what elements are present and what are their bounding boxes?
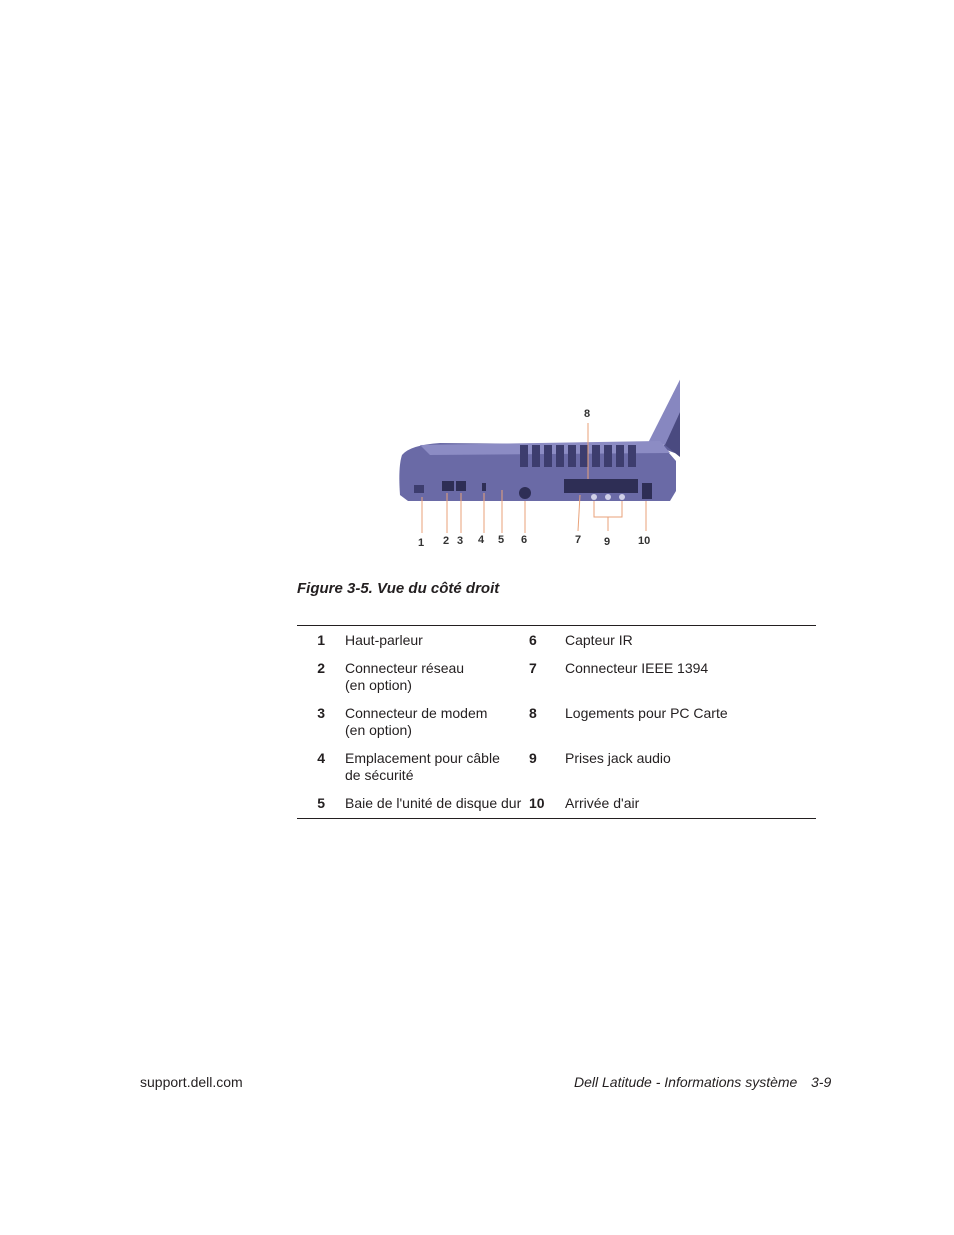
callout-9: 9 (604, 536, 611, 548)
callout-2: 2 (443, 535, 450, 547)
legend-row (297, 795, 816, 812)
callout-8: 8 (584, 408, 591, 420)
legend-number: 5 (317, 795, 325, 811)
page-number: 3-9 (811, 1074, 832, 1090)
figure-caption: Figure 3-5. Vue du côté droit (297, 580, 500, 597)
legend-label (565, 660, 816, 694)
callout-4: 4 (478, 534, 485, 546)
audio-jack-2 (605, 494, 611, 500)
legend-label (345, 705, 529, 739)
legend-label (345, 660, 529, 694)
legend-label (565, 750, 816, 784)
legend-row (297, 660, 816, 694)
laptop-screen (648, 225, 680, 445)
legend-number: 10 (529, 795, 545, 811)
legend-label-line: Connecteur IEEE 1394 (565, 660, 709, 676)
ir-sensor (519, 487, 531, 499)
legend-label (345, 632, 529, 649)
laptop-right-side-figure (380, 205, 680, 555)
legend-label-line: Capteur IR (565, 632, 633, 648)
legend-label-line: Emplacement pour câble (345, 750, 500, 766)
callout-7: 7 (575, 534, 582, 546)
legend-row (297, 705, 816, 739)
legend-table (297, 625, 816, 819)
pc-card-slots (564, 479, 638, 493)
footer-website: support.dell.com (140, 1074, 243, 1090)
legend-row (297, 750, 816, 784)
air-intake (642, 483, 652, 499)
network-port (442, 481, 454, 491)
modem-port (456, 481, 466, 491)
audio-jack-3 (619, 494, 625, 500)
callout-6: 6 (521, 534, 528, 546)
legend-label (565, 705, 816, 739)
laptop-illustration (380, 205, 680, 555)
callout-5: 5 (498, 534, 505, 546)
legend-label-line: (en option) (345, 722, 412, 738)
legend-label-line: Logements pour PC Carte (565, 705, 728, 721)
legend-label (565, 632, 816, 649)
callout-10: 10 (638, 535, 651, 547)
legend-label-line: Arrivée d'air (565, 795, 640, 811)
audio-jack-1 (591, 494, 597, 500)
footer-title: Dell Latitude - Informations système (574, 1074, 798, 1090)
legend-number: 6 (529, 632, 537, 648)
legend-label-line: de sécurité (345, 767, 414, 783)
security-slot (482, 483, 486, 491)
legend-label-line: (en option) (345, 677, 412, 693)
speaker-grille (414, 485, 424, 493)
legend-number: 3 (317, 705, 325, 721)
legend-label (565, 795, 816, 812)
callout-1: 1 (418, 537, 425, 549)
legend-label-line: Connecteur de modem (345, 705, 488, 721)
legend-row (297, 632, 816, 649)
callout-3: 3 (457, 535, 464, 547)
legend-label-line: Baie de l'unité de disque dur (345, 795, 522, 811)
legend-label (345, 795, 529, 812)
legend-label-line: Haut-parleur (345, 632, 423, 648)
legend-number: 4 (317, 750, 325, 766)
legend-label-line: Prises jack audio (565, 750, 671, 766)
legend-number: 1 (317, 632, 325, 648)
legend-number: 7 (529, 660, 537, 676)
legend-number: 9 (529, 750, 537, 766)
legend-label-line: Connecteur réseau (345, 660, 465, 676)
legend-number: 2 (317, 660, 325, 676)
legend-label (345, 750, 529, 784)
legend-number: 8 (529, 705, 537, 721)
